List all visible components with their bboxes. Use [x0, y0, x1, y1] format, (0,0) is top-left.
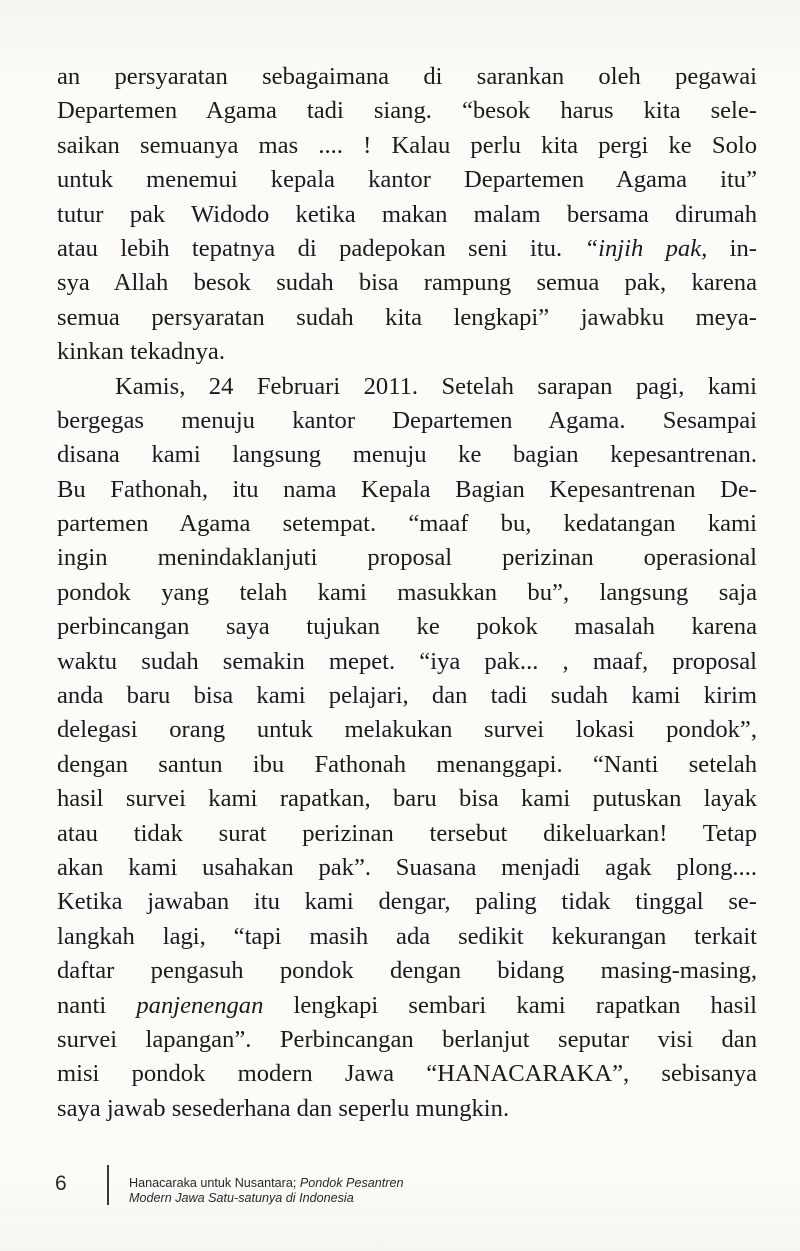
text-line: hasil survei kami rapatkan, baru bisa kami putuskan layak [57, 785, 757, 813]
text-line: survei lapangan”. Perbincangan berlanjut seputar visi dan [57, 1025, 757, 1053]
text-line: Bu Fathonah, itu nama Kepala Bagian Kepesantrenan De- [57, 475, 757, 503]
page-footer [0, 1160, 800, 1210]
text-line: bergegas menuju kantor Departemen Agama. Sesampai [57, 406, 757, 434]
text-line: nanti panjenengan lengkapi sembari kami rapatkan hasil [57, 991, 757, 1019]
text-line: anda baru bisa kami pelajari, dan tadi sudah kami kirim [57, 682, 757, 710]
text-line: langkah lagi, “tapi masih ada sedikit kekurangan terkait [57, 922, 757, 950]
text-line: waktu sudah semakin mepet. “iya pak... , maaf, proposal [57, 647, 757, 675]
text-line: untuk menemui kepala kantor Departemen Agama itu” [57, 166, 757, 194]
italic-phrase: “injih pak, [584, 234, 708, 262]
text-line: atau tidak surat perizinan tersebut dikeluarkan! Tetap [57, 819, 757, 847]
text-line: ingin menindaklanjuti proposal perizinan operasional [57, 544, 757, 572]
text-line: disana kami langsung menuju ke bagian kepesantrenan. [57, 441, 757, 469]
text-line: saikan semuanya mas .... ! Kalau perlu kita pergi ke Solo [57, 131, 757, 159]
running-footer-title: Hanacaraka untuk Nusantara; Pondok Pesantren Modern Jawa Satu-satunya di Indonesia [129, 1176, 404, 1205]
body-text [57, 60, 757, 1126]
text-line: Departemen Agama tadi siang. “besok harus kita sele- [57, 97, 757, 125]
text-line: Ketika jawaban itu kami dengar, paling tidak tinggal se- [57, 888, 757, 916]
text-line: misi pondok modern Jawa “HANACARAKA”, sebisanya [57, 1060, 757, 1088]
text-line: partemen Agama setempat. “maaf bu, kedatangan kami [57, 510, 757, 538]
text-line: atau lebih tepatnya di padepokan seni itu. “injih pak, in- [57, 234, 757, 262]
text-line: perbincangan saya tujukan ke pokok masalah karena [57, 613, 757, 641]
text-line: dengan santun ibu Fathonah menanggapi. “Nanti setelah [57, 750, 757, 778]
italic-phrase: panjenengan [136, 991, 264, 1019]
paragraph-start-line: Kamis, 24 Februari 2011. Setelah sarapan pagi, kami [115, 372, 757, 400]
text-line: pondok yang telah kami masukkan bu”, langsung saja [57, 578, 757, 606]
page-number: 6 [55, 1172, 67, 1195]
text-line: an persyaratan sebagaimana di sarankan oleh pegawai [57, 63, 757, 90]
footer-divider [107, 1165, 109, 1205]
text-line: kinkan tekadnya. [57, 338, 226, 366]
text-line: daftar pengasuh pondok dengan bidang masing-masing, [57, 957, 757, 985]
text-line: akan kami usahakan pak”. Suasana menjadi agak plong.... [57, 853, 757, 881]
text-line: tutur pak Widodo ketika makan malam bersama dirumah [57, 200, 757, 228]
text-line: delegasi orang untuk melakukan survei lokasi pondok”, [57, 716, 757, 744]
text-line: saya jawab sesederhana dan seperlu mungkin. [57, 1094, 510, 1122]
text-line: sya Allah besok sudah bisa rampung semua pak, karena [57, 269, 757, 297]
text-line: semua persyaratan sudah kita lengkapi” jawabku meya- [57, 303, 757, 331]
